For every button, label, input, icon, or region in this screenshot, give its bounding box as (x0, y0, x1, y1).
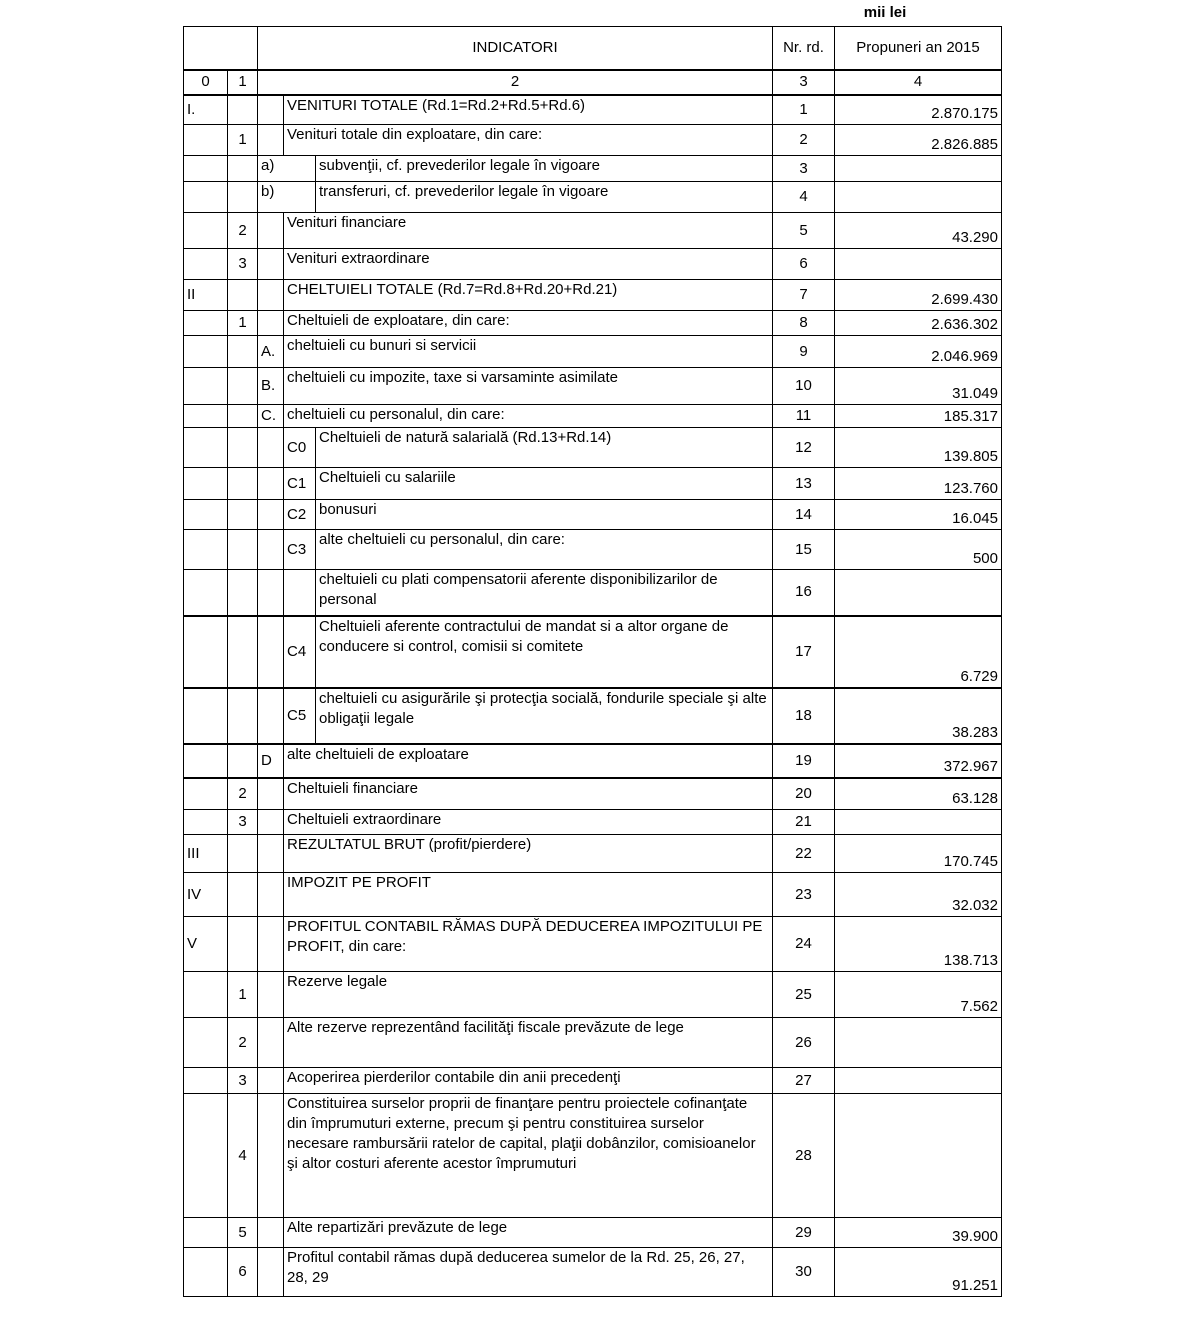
proposal-value: 139.805 (835, 428, 1002, 468)
row-number: 24 (773, 917, 835, 972)
proposal-value (835, 1094, 1002, 1218)
subcode-cell: C4 (284, 616, 316, 688)
subcode-cell (284, 570, 316, 616)
proposal-value: 91.251 (835, 1248, 1002, 1297)
chapter-cell (184, 500, 228, 530)
item-cell (228, 570, 258, 616)
proposal-value (835, 249, 1002, 280)
subitem-cell (258, 1068, 284, 1094)
indicator-text: Cheltuieli cu salariile (316, 468, 773, 500)
row-number: 1 (773, 95, 835, 125)
indicator-text: bonusuri (316, 500, 773, 530)
chapter-cell (184, 1068, 228, 1094)
proposal-value: 2.870.175 (835, 95, 1002, 125)
subcode-cell: C5 (284, 688, 316, 744)
item-cell: 2 (228, 778, 258, 810)
subitem-cell: b) (258, 182, 316, 213)
proposal-value: 2.636.302 (835, 311, 1002, 336)
subitem-cell (258, 1218, 284, 1248)
proposal-value (835, 156, 1002, 182)
table-row (184, 405, 1002, 428)
table-row (184, 1068, 1002, 1094)
row-number: 25 (773, 972, 835, 1018)
row-number: 26 (773, 1018, 835, 1068)
proposal-value: 63.128 (835, 778, 1002, 810)
item-cell (228, 688, 258, 744)
table-row (184, 213, 1002, 249)
proposal-value: 38.283 (835, 688, 1002, 744)
unit-label: mii lei (863, 4, 907, 21)
row-number: 12 (773, 428, 835, 468)
indicator-text: Cheltuieli de exploatare, din care: (284, 311, 773, 336)
chapter-cell (184, 428, 228, 468)
item-cell: 3 (228, 810, 258, 835)
proposal-value: 39.900 (835, 1218, 1002, 1248)
table-row (184, 368, 1002, 405)
table-row (184, 249, 1002, 280)
chapter-cell (184, 744, 228, 778)
chapter-cell: IV (184, 873, 228, 917)
indicator-text: cheltuieli cu impozite, taxe si varsaminte asimilate (284, 368, 773, 405)
subitem-cell: C. (258, 405, 284, 428)
table-row (184, 778, 1002, 810)
column-number: 4 (835, 70, 1002, 95)
proposal-value: 170.745 (835, 835, 1002, 873)
row-number: 22 (773, 835, 835, 873)
budget-table (183, 26, 1002, 1297)
row-number: 8 (773, 311, 835, 336)
table-row (184, 1018, 1002, 1068)
row-number: 16 (773, 570, 835, 616)
item-cell (228, 280, 258, 311)
row-number: 9 (773, 336, 835, 368)
subitem-cell (258, 873, 284, 917)
indicator-text: REZULTATUL BRUT (profit/pierdere) (284, 835, 773, 873)
subitem-cell (258, 778, 284, 810)
row-number: 20 (773, 778, 835, 810)
proposal-value: 2.046.969 (835, 336, 1002, 368)
column-number-row (184, 70, 1002, 95)
row-number: 13 (773, 468, 835, 500)
table-row (184, 744, 1002, 778)
table-row (184, 917, 1002, 972)
table-row (184, 530, 1002, 570)
indicator-text: Alte rezerve reprezentând facilităţi fiscale prevăzute de lege (284, 1018, 773, 1068)
item-cell: 2 (228, 1018, 258, 1068)
item-cell (228, 530, 258, 570)
indicator-text: transferuri, cf. prevederilor legale în vigoare (316, 182, 773, 213)
indicator-text: alte cheltuieli de exploatare (284, 744, 773, 778)
subitem-cell (258, 95, 284, 125)
indicator-text: CHELTUIELI TOTALE (Rd.7=Rd.8+Rd.20+Rd.21) (284, 280, 773, 311)
indicator-text: alte cheltuieli cu personalul, din care: (316, 530, 773, 570)
proposal-value (835, 1018, 1002, 1068)
table-row (184, 570, 1002, 616)
row-number: 17 (773, 616, 835, 688)
indicator-text: cheltuieli cu asigurările şi protecţia socială, fondurile speciale şi alte obligaţii legale (316, 688, 773, 744)
proposal-value: 6.729 (835, 616, 1002, 688)
subitem-cell (258, 1018, 284, 1068)
subitem-cell (258, 810, 284, 835)
row-number: 10 (773, 368, 835, 405)
chapter-cell (184, 213, 228, 249)
subitem-cell: a) (258, 156, 316, 182)
chapter-cell (184, 249, 228, 280)
indicator-text: Cheltuieli financiare (284, 778, 773, 810)
item-cell (228, 873, 258, 917)
item-cell (228, 156, 258, 182)
chapter-cell (184, 182, 228, 213)
row-number: 27 (773, 1068, 835, 1094)
header-proposal: Propuneri an 2015 (835, 27, 1002, 70)
table-row (184, 972, 1002, 1018)
table-row (184, 182, 1002, 213)
chapter-cell (184, 1018, 228, 1068)
subcode-cell: C1 (284, 468, 316, 500)
item-cell: 1 (228, 311, 258, 336)
table-row (184, 280, 1002, 311)
proposal-value (835, 810, 1002, 835)
item-cell: 3 (228, 1068, 258, 1094)
chapter-cell (184, 336, 228, 368)
column-number: 3 (773, 70, 835, 95)
table-row (184, 156, 1002, 182)
table-row (184, 500, 1002, 530)
chapter-cell (184, 1218, 228, 1248)
chapter-cell (184, 530, 228, 570)
subitem-cell (258, 311, 284, 336)
column-number: 2 (258, 70, 773, 95)
table-row (184, 95, 1002, 125)
chapter-cell: III (184, 835, 228, 873)
item-cell (228, 336, 258, 368)
chapter-cell: I. (184, 95, 228, 125)
header-row (184, 27, 1002, 70)
chapter-cell (184, 368, 228, 405)
row-number: 3 (773, 156, 835, 182)
subitem-cell (258, 1094, 284, 1218)
subitem-cell (258, 280, 284, 311)
subitem-cell (258, 249, 284, 280)
row-number: 14 (773, 500, 835, 530)
proposal-value: 2.699.430 (835, 280, 1002, 311)
item-cell (228, 468, 258, 500)
indicator-text: IMPOZIT PE PROFIT (284, 873, 773, 917)
proposal-value: 123.760 (835, 468, 1002, 500)
indicator-text: Venituri totale din exploatare, din care: (284, 125, 773, 156)
item-cell: 5 (228, 1218, 258, 1248)
table-row (184, 311, 1002, 336)
item-cell (228, 500, 258, 530)
item-cell: 3 (228, 249, 258, 280)
indicator-text: Cheltuieli aferente contractului de mandat si a altor organe de conducere si control, comisii si comitete (316, 616, 773, 688)
proposal-value: 500 (835, 530, 1002, 570)
proposal-value: 7.562 (835, 972, 1002, 1018)
indicator-text: Cheltuieli extraordinare (284, 810, 773, 835)
indicator-text: cheltuieli cu plati compensatorii aferente disponibilizarilor de personal (316, 570, 773, 616)
chapter-cell: II (184, 280, 228, 311)
table-row (184, 873, 1002, 917)
table-row (184, 810, 1002, 835)
table-row (184, 125, 1002, 156)
row-number: 23 (773, 873, 835, 917)
item-cell (228, 182, 258, 213)
proposal-value (835, 1068, 1002, 1094)
item-cell (228, 744, 258, 778)
subitem-cell (258, 428, 284, 468)
item-cell (228, 616, 258, 688)
header-indicators: INDICATORI (258, 27, 773, 70)
subitem-cell: B. (258, 368, 284, 405)
subitem-cell (258, 972, 284, 1018)
row-number: 2 (773, 125, 835, 156)
table-row (184, 1218, 1002, 1248)
subitem-cell (258, 530, 284, 570)
column-number: 0 (184, 70, 228, 95)
item-cell (228, 917, 258, 972)
proposal-value: 372.967 (835, 744, 1002, 778)
row-number: 7 (773, 280, 835, 311)
chapter-cell (184, 810, 228, 835)
row-number: 19 (773, 744, 835, 778)
row-number: 11 (773, 405, 835, 428)
item-cell (228, 405, 258, 428)
table-row (184, 336, 1002, 368)
indicator-text: Rezerve legale (284, 972, 773, 1018)
indicator-text: VENITURI TOTALE (Rd.1=Rd.2+Rd.5+Rd.6) (284, 95, 773, 125)
column-number: 1 (228, 70, 258, 95)
subitem-cell (258, 125, 284, 156)
row-number: 4 (773, 182, 835, 213)
indicator-text: PROFITUL CONTABIL RĂMAS DUPĂ DEDUCEREA IMPOZITULUI PE PROFIT, din care: (284, 917, 773, 972)
table-row (184, 616, 1002, 688)
row-number: 30 (773, 1248, 835, 1297)
item-cell: 1 (228, 125, 258, 156)
subitem-cell (258, 688, 284, 744)
row-number: 5 (773, 213, 835, 249)
row-number: 29 (773, 1218, 835, 1248)
proposal-value (835, 182, 1002, 213)
proposal-value: 43.290 (835, 213, 1002, 249)
chapter-cell (184, 156, 228, 182)
indicator-text: Acoperirea pierderilor contabile din anii precedenţi (284, 1068, 773, 1094)
item-cell (228, 428, 258, 468)
header-row-number: Nr. rd. (773, 27, 835, 70)
chapter-cell (184, 778, 228, 810)
item-cell: 6 (228, 1248, 258, 1297)
chapter-cell (184, 616, 228, 688)
item-cell: 1 (228, 972, 258, 1018)
proposal-value: 32.032 (835, 873, 1002, 917)
subitem-cell (258, 917, 284, 972)
chapter-cell (184, 972, 228, 1018)
proposal-value: 16.045 (835, 500, 1002, 530)
item-cell (228, 835, 258, 873)
subitem-cell (258, 1248, 284, 1297)
table-row (184, 1094, 1002, 1218)
item-cell: 4 (228, 1094, 258, 1218)
subitem-cell (258, 213, 284, 249)
chapter-cell (184, 1248, 228, 1297)
subitem-cell (258, 500, 284, 530)
subitem-cell (258, 835, 284, 873)
indicator-text: Cheltuieli de natură salarială (Rd.13+Rd.14) (316, 428, 773, 468)
subcode-cell: C3 (284, 530, 316, 570)
indicator-text: Profitul contabil rămas după deducerea sumelor de la Rd. 25, 26, 27, 28, 29 (284, 1248, 773, 1297)
indicator-text: Alte repartizări prevăzute de lege (284, 1218, 773, 1248)
subcode-cell: C2 (284, 500, 316, 530)
table-row (184, 835, 1002, 873)
indicator-text: Venituri extraordinare (284, 249, 773, 280)
row-number: 6 (773, 249, 835, 280)
proposal-value: 31.049 (835, 368, 1002, 405)
subcode-cell: C0 (284, 428, 316, 468)
subitem-cell: D (258, 744, 284, 778)
row-number: 28 (773, 1094, 835, 1218)
indicator-text: Constituirea surselor proprii de finanţare pentru proiectele cofinanţate din împrumuturi externe, precum şi pentru constituirea surselor necesare rambursării ratelor de capital, plaţii dobânzilor, comisioanelor şi altor costuri aferente acestor împrumuturi (284, 1094, 773, 1218)
proposal-value: 138.713 (835, 917, 1002, 972)
row-number: 15 (773, 530, 835, 570)
proposal-value: 185.317 (835, 405, 1002, 428)
proposal-value: 2.826.885 (835, 125, 1002, 156)
chapter-cell: V (184, 917, 228, 972)
table-row (184, 468, 1002, 500)
table-row (184, 688, 1002, 744)
subitem-cell (258, 570, 284, 616)
chapter-cell (184, 311, 228, 336)
table-row (184, 1248, 1002, 1297)
item-cell (228, 95, 258, 125)
subitem-cell (258, 616, 284, 688)
item-cell: 2 (228, 213, 258, 249)
indicator-text: Venituri financiare (284, 213, 773, 249)
chapter-cell (184, 1094, 228, 1218)
item-cell (228, 368, 258, 405)
indicator-text: cheltuieli cu bunuri si servicii (284, 336, 773, 368)
subitem-cell (258, 468, 284, 500)
chapter-cell (184, 468, 228, 500)
chapter-cell (184, 688, 228, 744)
chapter-cell (184, 125, 228, 156)
indicator-text: subvenţii, cf. prevederilor legale în vigoare (316, 156, 773, 182)
indicator-text: cheltuieli cu personalul, din care: (284, 405, 773, 428)
table-row (184, 428, 1002, 468)
proposal-value (835, 570, 1002, 616)
row-number: 21 (773, 810, 835, 835)
chapter-cell (184, 570, 228, 616)
subitem-cell: A. (258, 336, 284, 368)
row-number: 18 (773, 688, 835, 744)
chapter-cell (184, 405, 228, 428)
